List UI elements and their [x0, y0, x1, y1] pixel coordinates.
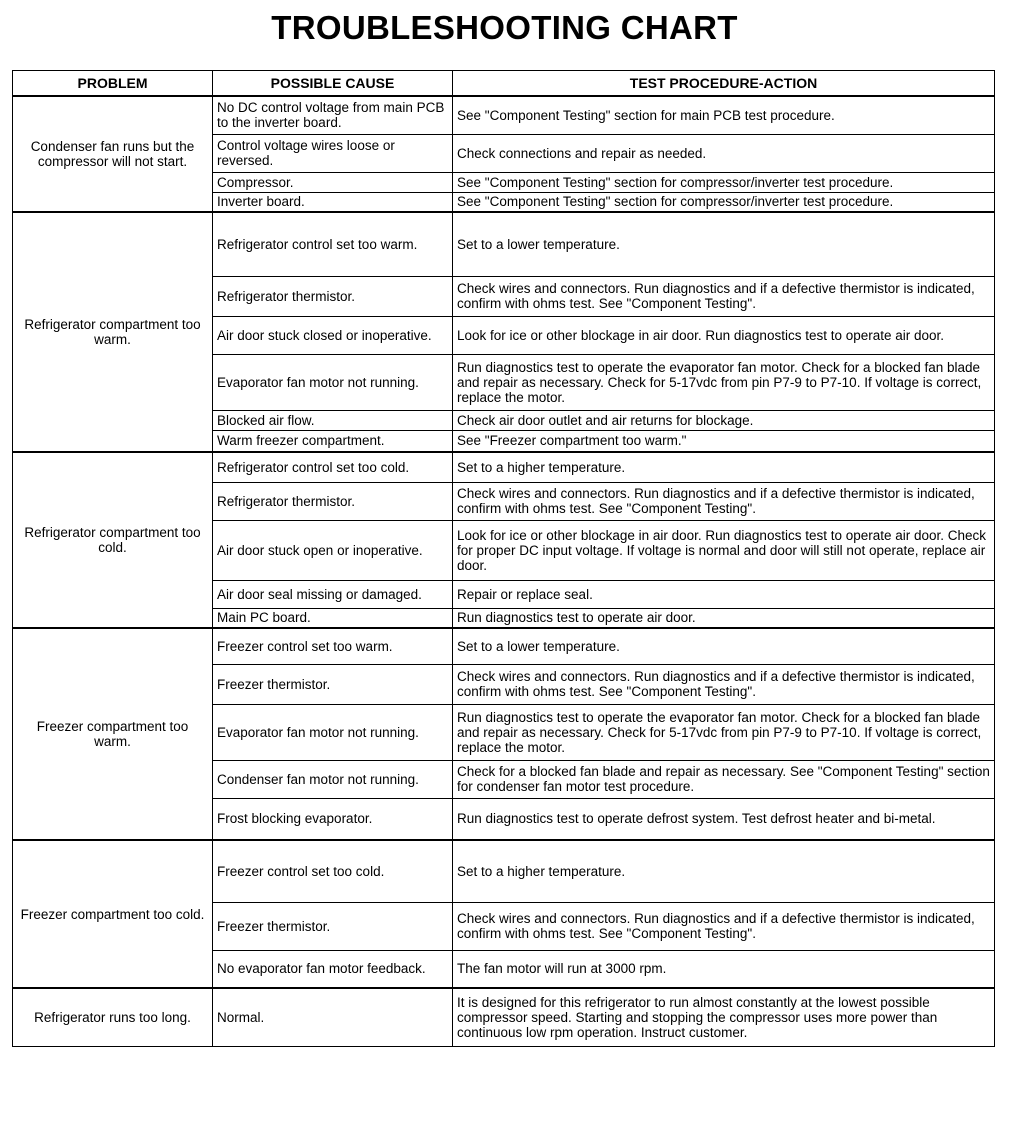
test-procedure-cell: It is designed for this refrigerator to run almost constantly at the lowest possible compressor speed. Starting and stopping the compressor uses more power than continuous low rpm operation. Instruct customer. [453, 988, 995, 1046]
possible-cause-cell: Evaporator fan motor not running. [213, 354, 453, 410]
possible-cause-cell: Refrigerator control set too warm. [213, 212, 453, 276]
possible-cause-cell: Refrigerator thermistor. [213, 482, 453, 520]
test-procedure-cell: Check for a blocked fan blade and repair as necessary. See "Component Testing" section for condenser fan motor test procedure. [453, 760, 995, 798]
possible-cause-cell: Freezer thermistor. [213, 664, 453, 704]
possible-cause-cell: Inverter board. [213, 192, 453, 212]
test-procedure-cell: Set to a higher temperature. [453, 452, 995, 482]
header-problem: PROBLEM [13, 71, 213, 97]
possible-cause-cell: Condenser fan motor not running. [213, 760, 453, 798]
possible-cause-cell: Evaporator fan motor not running. [213, 704, 453, 760]
table-row [13, 628, 995, 664]
possible-cause-cell: Compressor. [213, 172, 453, 192]
problem-cell: Condenser fan runs but the compressor will not start. [13, 96, 213, 212]
possible-cause-cell: Warm freezer compartment. [213, 430, 453, 452]
table-header [13, 71, 995, 97]
problem-group [13, 212, 995, 452]
table-row [13, 212, 995, 276]
possible-cause-cell: Freezer thermistor. [213, 902, 453, 950]
problem-cell: Refrigerator compartment too cold. [13, 452, 213, 628]
problem-group [13, 840, 995, 988]
problem-group [13, 628, 995, 840]
header-test-procedure-action: TEST PROCEDURE-ACTION [453, 71, 995, 97]
test-procedure-cell: Check wires and connectors. Run diagnostics and if a defective thermistor is indicated, confirm with ohms test. See "Component Testing". [453, 664, 995, 704]
possible-cause-cell: No evaporator fan motor feedback. [213, 950, 453, 988]
test-procedure-cell: Check connections and repair as needed. [453, 134, 995, 172]
test-procedure-cell: Check air door outlet and air returns for blockage. [453, 410, 995, 430]
problem-cell: Refrigerator compartment too warm. [13, 212, 213, 452]
table-row [13, 840, 995, 902]
possible-cause-cell: Refrigerator thermistor. [213, 276, 453, 316]
test-procedure-cell: Set to a lower temperature. [453, 212, 995, 276]
problem-group [13, 452, 995, 628]
test-procedure-cell: Set to a lower temperature. [453, 628, 995, 664]
possible-cause-cell: Control voltage wires loose or reversed. [213, 134, 453, 172]
test-procedure-cell: Check wires and connectors. Run diagnostics and if a defective thermistor is indicated, confirm with ohms test. See "Component Testing". [453, 902, 995, 950]
possible-cause-cell: Air door stuck closed or inoperative. [213, 316, 453, 354]
problem-group [13, 96, 995, 212]
problem-cell: Freezer compartment too cold. [13, 840, 213, 988]
test-procedure-cell: See "Component Testing" section for compressor/inverter test procedure. [453, 192, 995, 212]
page-title: TROUBLESHOOTING CHART [271, 9, 738, 46]
problem-group [13, 988, 995, 1046]
table-row [13, 96, 995, 134]
possible-cause-cell: Normal. [213, 988, 453, 1046]
test-procedure-cell: Set to a higher temperature. [453, 840, 995, 902]
possible-cause-cell: Frost blocking evaporator. [213, 798, 453, 840]
table-row [13, 988, 995, 1046]
test-procedure-cell: Run diagnostics test to operate air door. [453, 608, 995, 628]
possible-cause-cell: Air door seal missing or damaged. [213, 580, 453, 608]
test-procedure-cell: See "Component Testing" section for compressor/inverter test procedure. [453, 172, 995, 192]
test-procedure-cell: Repair or replace seal. [453, 580, 995, 608]
test-procedure-cell: Check wires and connectors. Run diagnostics and if a defective thermistor is indicated, confirm with ohms test. See "Component Testing". [453, 482, 995, 520]
test-procedure-cell: See "Freezer compartment too warm." [453, 430, 995, 452]
problem-cell: Freezer compartment too warm. [13, 628, 213, 840]
test-procedure-cell: Look for ice or other blockage in air door. Run diagnostics test to operate air door. [453, 316, 995, 354]
possible-cause-cell: Refrigerator control set too cold. [213, 452, 453, 482]
troubleshooting-table [12, 70, 995, 1047]
test-procedure-cell: See "Component Testing" section for main PCB test procedure. [453, 96, 995, 134]
possible-cause-cell: Freezer control set too warm. [213, 628, 453, 664]
possible-cause-cell: Freezer control set too cold. [213, 840, 453, 902]
test-procedure-cell: Run diagnostics test to operate the evaporator fan motor. Check for a blocked fan blade and repair as necessary. Check for 5-17vdc from pin P7-9 to P7-10. If voltage is correct, replace the motor. [453, 704, 995, 760]
problem-cell: Refrigerator runs too long. [13, 988, 213, 1046]
table-row [13, 452, 995, 482]
test-procedure-cell: Run diagnostics test to operate the evaporator fan motor. Check for a blocked fan blade and repair as necessary. Check for 5-17vdc from pin P7-9 to P7-10. If voltage is correct, replace the motor. [453, 354, 995, 410]
test-procedure-cell: Run diagnostics test to operate defrost system. Test defrost heater and bi-metal. [453, 798, 995, 840]
possible-cause-cell: No DC control voltage from main PCB to the inverter board. [213, 96, 453, 134]
possible-cause-cell: Blocked air flow. [213, 410, 453, 430]
test-procedure-cell: Check wires and connectors. Run diagnostics and if a defective thermistor is indicated, confirm with ohms test. See "Component Testing". [453, 276, 995, 316]
test-procedure-cell: Look for ice or other blockage in air door. Run diagnostics test to operate air door. Check for proper DC input voltage. If voltage is normal and door will still not operate, replace air door. [453, 520, 995, 580]
header-possible-cause: POSSIBLE CAUSE [213, 71, 453, 97]
possible-cause-cell: Main PC board. [213, 608, 453, 628]
possible-cause-cell: Air door stuck open or inoperative. [213, 520, 453, 580]
header-row [13, 71, 995, 97]
test-procedure-cell: The fan motor will run at 3000 rpm. [453, 950, 995, 988]
